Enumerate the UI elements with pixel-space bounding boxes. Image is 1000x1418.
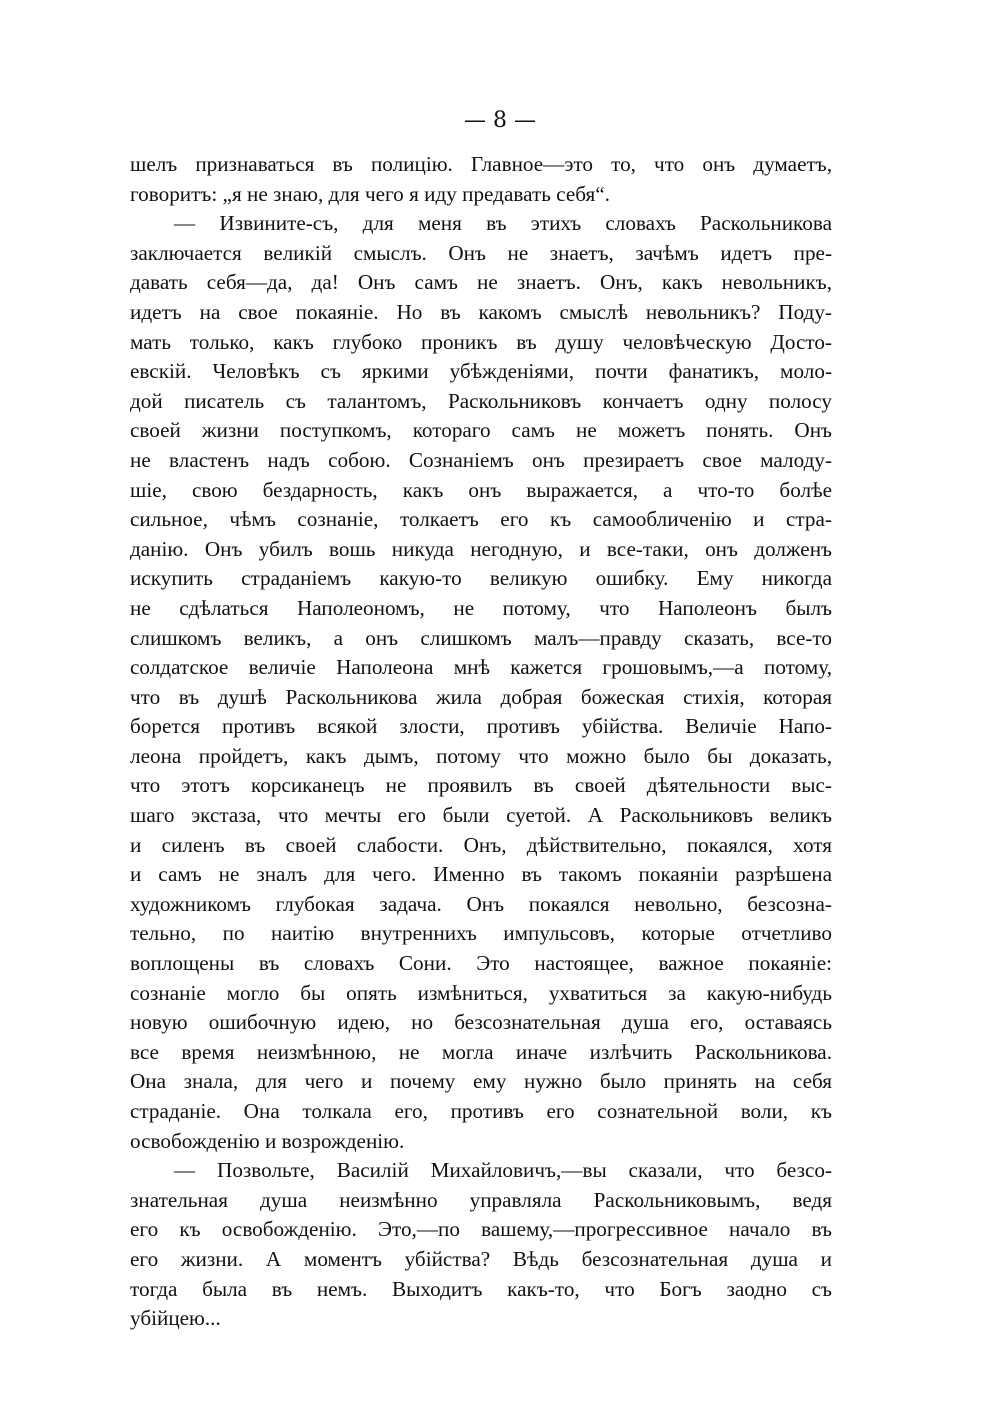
text-line: шаго экстаза, что мечты его были суетой. А Раскольниковъ великъ xyxy=(130,803,832,828)
text-line: знательная душа неизмѣнно управляла Раскольниковымъ, ведя xyxy=(130,1187,832,1212)
text-line: евскій. Человѣкъ съ яркими убѣжденіями, почти фанатикъ, моло- xyxy=(130,359,832,384)
text-line: — Позвольте, Василій Михайловичъ,—вы сказали, что безсо- xyxy=(174,1158,832,1183)
text-line: его жизни. А моментъ убійства? Вѣдь безсознательная душа и xyxy=(130,1246,832,1271)
text-line: мать только, какъ глубоко проникъ въ душу человѣческую Досто- xyxy=(130,329,832,354)
text-line: и самъ не зналъ для чего. Именно въ такомъ покаяніи разрѣшена xyxy=(130,862,832,887)
text-line: что въ душѣ Раскольникова жила добрая божеская стихія, которая xyxy=(130,684,832,709)
text-line: что этотъ корсиканецъ не проявилъ въ своей дѣятельности выс- xyxy=(130,773,832,798)
body-text xyxy=(130,150,832,1334)
text-line: своей жизни поступкомъ, котораго самъ не можетъ понять. Онъ xyxy=(130,418,832,443)
text-line: солдатское величіе Наполеона мнѣ кажется грошовымъ,—а потому, xyxy=(130,655,832,680)
text-line: освобожденію и возрожденію. xyxy=(130,1128,405,1153)
text-line: убійцею... xyxy=(130,1306,221,1331)
text-line: новую ошибочную идею, но безсознательная душа его, оставаясь xyxy=(130,1010,832,1035)
text-line: давать себя—да, да! Онъ самъ не знаетъ. Онъ, какъ невольникъ, xyxy=(130,270,832,295)
text-line: художникомъ глубокая задача. Онъ покаялся невольно, безсозна- xyxy=(130,891,832,916)
text-line: не властенъ надъ собою. Сознаніемъ онъ презираетъ свое малоду- xyxy=(130,447,832,472)
text-line: сильное, чѣмъ сознаніе, толкаетъ его къ самообличенію и стра- xyxy=(130,507,832,532)
text-line: говоритъ: „я не знаю, для чего я иду предавать себя“. xyxy=(130,181,610,206)
text-line: и силенъ въ своей слабости. Онъ, дѣйствительно, покаялся, хотя xyxy=(130,832,832,857)
text-line: борется противъ всякой злости, противъ убійства. Величіе Напо- xyxy=(130,714,832,739)
text-line: леона пройдетъ, какъ дымъ, потому что можно было бы доказать, xyxy=(130,743,832,768)
text-line: шіе, свою бездарность, какъ онъ выражается, а что-то болѣе xyxy=(130,477,832,502)
text-line: страданіе. Она толкала его, противъ его сознательной воли, къ xyxy=(130,1099,832,1123)
text-line: искупить страданіемъ какую-то великую ошибку. Ему никогда xyxy=(130,566,832,591)
text-line: тогда была въ немъ. Выходитъ какъ-то, что Богъ заодно съ xyxy=(130,1276,832,1301)
text-line: его къ освобожденію. Это,—по вашему,—прогрессивное начало въ xyxy=(130,1217,832,1242)
text-line: идетъ на свое покаяніе. Но въ какомъ смыслѣ невольникъ? Поду- xyxy=(130,299,832,324)
text-line: — Извините-съ, для меня въ этихъ словахъ Раскольникова xyxy=(174,211,832,236)
text-line: воплощены въ словахъ Сони. Это настоящее, важное покаяніе: xyxy=(130,951,832,976)
text-line: данію. Онъ убилъ вошь никуда негодную, и все-таки, онъ долженъ xyxy=(130,536,832,561)
text-line: слишкомъ великъ, а онъ слишкомъ малъ—правду сказать, все-то xyxy=(130,625,832,650)
text-line: тельно, по наитію внутреннихъ импульсовъ, которые отчетливо xyxy=(130,921,832,946)
text-line: все время неизмѣнною, не могла иначе излѣчить Раскольникова. xyxy=(130,1039,832,1064)
page-number: — 8 — xyxy=(464,108,536,133)
text-line: шелъ признаваться въ полицію. Главное—это то, что онъ думаетъ, xyxy=(130,152,832,176)
text-line: не сдѣлаться Наполеономъ, не потому, что Наполеонъ былъ xyxy=(130,595,832,620)
text-line: сознаніе могло бы опять измѣниться, ухватиться за какую-нибудь xyxy=(130,980,832,1005)
text-line: заключается великій смыслъ. Онъ не знаетъ, зачѣмъ идетъ пре- xyxy=(130,240,832,265)
text-line: дой писатель съ талантомъ, Раскольниковъ кончаетъ одну полосу xyxy=(130,388,832,413)
text-line: Она знала, для чего и почему ему нужно было принять на себя xyxy=(130,1069,832,1094)
